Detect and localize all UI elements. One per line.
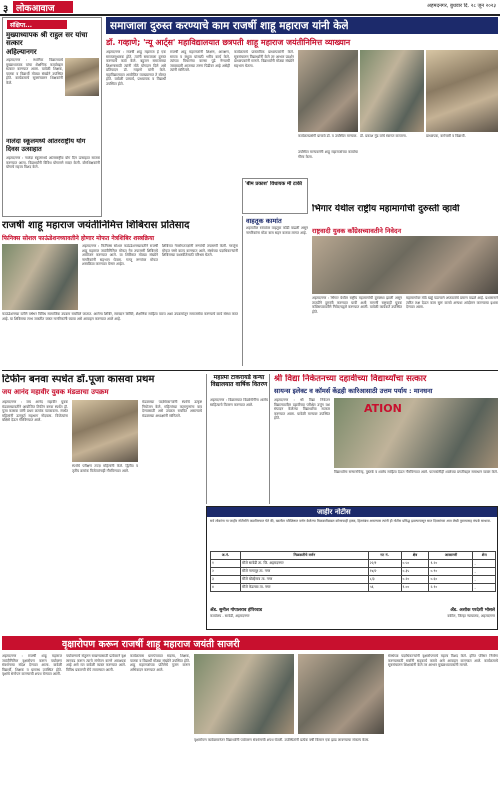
tiffin-body: अहमदनगर : जय आनंद महावीर युवक मंडळाच्यावतीने आयोजित टिफीन बनवा स्पर्धेत डॉ. पूजा कासवा यांनी प्रथम क्रमांक पटकावला. स्पर्धेत महिलांनी उत्स्फूर्त सहभाग नोंदवला. विजेत्यांना बक्षिसे देऊन गौरविण्यात आले. <box>2 400 68 422</box>
table-header-cell: अ.नं. <box>211 552 241 560</box>
tree-body-col5: संस्थेच्या पदाधिकाऱ्यांनी वृक्षारोपणाचे महत्त्व विशद केले. हरित परिसर निर्माण करण्यासाठी सर्वांनी सहकार्य करावे असे आवाहन करण्यात आले. कार्यक्रमाचे सूत्रसंचालन शिक्षकांनी केले तर आभार मुख्याध्यापकांनी मानले. <box>388 654 498 667</box>
masthead-rule <box>0 14 500 16</box>
table-cell: - <box>473 576 496 584</box>
bhingar-body-col2: महामार्गावर मोठे खड्डे पडल्याने अपघातांचे प्रमाण वाढले आहे. प्रशासनाने त्वरित लक्ष देऊन काम सुरू करावे अन्यथा आंदोलन करण्याचा इशारा देण्यात आला. <box>406 296 498 309</box>
tekdi-box <box>242 216 308 366</box>
tree-headline: वृक्षारोपण करून राजर्षी शाहू महाराज जयंती साजरी <box>62 639 240 650</box>
table-cell: ८/३ <box>368 576 401 584</box>
page-number: ३ <box>3 4 9 14</box>
public-notice <box>206 506 498 630</box>
table-header-cell: क्षेत्र <box>401 552 429 560</box>
camp-body-col2: शिबिरात नेत्ररोगतज्ज्ञांनी रुग्णांची तपासणी केली. गरजूंना मोफत चष्मे वाटप करण्यात आले. संस्थेच्या पदाधिकाऱ्यांनी शिबिराच्या यशस्वीतेसाठी परिश्रम घेतले. <box>162 244 238 257</box>
tarakpur-body: अहमदनगर : विद्यालयात विद्यार्थिनींना शालेय साहित्याचे वितरण करण्यात आले. <box>210 398 268 407</box>
bhingar-callout-title: 'बीम प्रकाश' विधायक मी टाकी <box>245 181 302 187</box>
lead-body-col2: राजर्षी शाहू महाराजांनी शिक्षण, आरक्षण, समता व बंधुता यांसाठी भरीव कार्य केले. त्यांच्या विचारांचा वारसा पुढे नेण्याची जबाबदारी आजच्या तरुण पिढीवर आहे असेही त्यांनी सांगितले. <box>170 50 230 72</box>
camp-body-col3: फाऊंडेशनच्या वतीने वर्षभर विविध सामाजिक उपक्रम राबविले जातात. आरोग्य शिबिरे, रक्तदान शिबिरे, शैक्षणिक साहित्य वाटप अशा उपक्रमांतून समाजसेवा करण्याचे कार्य संस्था करत आहे. या शिबिराचा लाभ जास्तीत जास्त नागरिकांनी घ्यावा असे आवाहन करण्यात आले आहे. <box>2 312 238 321</box>
camp-subhead: फिनिक्स सोशल फाऊंडेशनच्यावतीने होणार मोफत नेत्रशिबिर शस्त्रक्रिया <box>2 235 155 242</box>
lead-photo-2 <box>360 50 424 132</box>
vidya-body-col2: विद्यार्थ्यांना सन्मानचिन्ह, पुस्तके व शालेय साहित्य देऊन गौरविण्यात आले. पालकांनीही शाळेच्या प्रगतीबद्दल समाधान व्यक्त केले. <box>334 470 498 474</box>
lead-photo-1 <box>298 50 358 132</box>
lead-body-col3: कार्यक्रमाचे प्रास्ताविक प्राध्यापकांनी केले. सूत्रसंचालन विद्यार्थ्यांनी केले तर आभार प्रदर्शन प्राध्यापकांनी मानले. विद्यार्थ्यांनी मोठ्या संख्येने सहभाग घेतला. <box>234 50 294 68</box>
sidebar-portrait <box>65 58 99 96</box>
table-cell: - <box>473 584 496 592</box>
vidya-subhead: सायन्स इलेक्ट व कॉमर्स केंद्रही कारिआसाठी उत्तम पर्याय : मानधना <box>274 387 433 395</box>
lead-body-col4: उपस्थित मान्यवरांनी शाहू महाराजांच्या कार्याचा गौरव केला. <box>298 150 358 159</box>
notice-title: जाहीर नोटीस <box>317 508 351 516</box>
table-cell: ५६ <box>368 584 401 592</box>
table-cell: ३ <box>211 576 241 584</box>
sidebar-story2-title: नालंदा स्कूलमध्ये आंतरराष्ट्रीय योग दिवस उत्साहात <box>6 138 86 153</box>
table-cell: २ <box>211 568 241 576</box>
notice-footer-right-sub: वकील, जिल्हा न्यायालय, अहमदनगर <box>447 614 495 618</box>
tekdi-body: शहरातील रस्त्यांवर वाहतूक कोंडी वाढली असून नागरिकांना मोठा त्रास सहन करावा लागत आहे. <box>246 226 308 235</box>
table-cell: मौजे केडगाव ता. नगर <box>241 584 369 592</box>
notice-table <box>210 551 496 592</box>
bhingar-headline: भिंगार येथील राष्ट्रीय महामार्गाची दुरुस्ती व्हावी <box>312 204 460 214</box>
table-cell: ०.३५ <box>401 568 429 576</box>
lead-photo-caption-2: डॉ. प्रकाश गुंड यांचे स्वागत करताना. <box>360 134 407 138</box>
bhingar-callout <box>242 178 308 214</box>
camp-body: अहमदनगर : फिनिक्स सोशल फाऊंडेशनच्यावतीने राजर्षी शाहू महाराज जयंतीनिमित्त मोफत नेत्र तपासणी शिबिराचे आयोजन करण्यात आले. या शिबिरात मोठ्या संख्येने नागरिकांनी सहभाग घेतला. गरजू रुग्णांवर मोफत शस्त्रक्रिया करण्यात येणार आहेत. <box>82 244 158 266</box>
table-cell: १.२० <box>429 560 473 568</box>
tree-body-col3: कार्यक्रमास ग्रामपंचायत सदस्य, शिक्षक, पालक व विद्यार्थी मोठ्या संख्येने उपस्थित होते. शाहू महाराजांच्या प्रतिमेचे पूजन करून अभिवादन करण्यात आले. <box>130 654 190 672</box>
vidya-body: अहमदनगर : श्री विद्या निकेतन विद्यालयातील दहावीच्या परीक्षेत उत्तुंग यश संपादन केलेल्या विद्यार्थ्यांचा सत्कार करण्यात आला. यावेळी मान्यवर उपस्थित होते. <box>274 398 330 420</box>
tiffin-body-col3: मंडळाच्या पदाधिकाऱ्यांनी स्पर्धेचे उत्कृष्ट नियोजन केले. महिलांच्या कलागुणांना वाव देण्यासाठी असे उपक्रम राबवित असल्याचे मंडळाच्या अध्यक्षांनी सांगितले. <box>142 400 202 418</box>
notice-footer-left-sub: कार्यालय - सावेडी, अहमदनगर <box>210 614 250 618</box>
tiffin-subhead: जय आनंद महावीर युवक मंडळाचा उपक्रम <box>2 388 109 396</box>
vidya-headline: श्री विद्या निकेतनच्या दहावीच्या विद्यार्थ्यांचा सत्कार <box>274 374 427 384</box>
table-cell: - <box>473 568 496 576</box>
table-cell: ४ <box>211 584 241 592</box>
tiffin-body-col2: स्पर्धेचे परीक्षण तज्ज्ञ महिलांनी केले. द्वितीय व तृतीय क्रमांक विजेत्यांनाही गौरविण्यात आले. <box>72 464 138 473</box>
table-cell: मौजे सावेडी ता. जि. अहमदनगर <box>241 560 369 568</box>
tree-photo-2 <box>298 654 384 734</box>
sidebar-story2-body: अहमदनगर : नालंदा स्कूलमध्ये आंतरराष्ट्रीय योग दिन उत्साहात साजरा करण्यात आला. विद्यार्थ्यांनी विविध योगासने सादर केली. योगशिक्षकांनी योगाचे महत्त्व विशद केले. <box>6 156 100 169</box>
notice-footer-left: ॲड. सुनील गोपालराव हंपिरवाड <box>210 608 263 613</box>
table-cell: २२/१ <box>368 560 401 568</box>
tree-body: अहमदनगर : राजर्षी शाहू महाराज जयंतीनिमित्त वृक्षारोपण करून पर्यावरण संवर्धनाचा संदेश देण्यात आला. यावेळी विद्यार्थी, शिक्षक व ग्रामस्थ उपस्थित होते. वृक्षांचे संगोपन करण्याची शपथ घेण्यात आली. <box>2 654 62 676</box>
table-cell: मौजे नागापूर ता. नगर <box>241 568 369 576</box>
table-cell: १.०० <box>401 584 429 592</box>
dateline: अहमदनगर, बुधवार दि. २८ जून २०२३ <box>427 3 496 9</box>
lead-headline: समाजाला दुरुस्त करण्याचे काम राजर्षी शाहू महाराज यांनी केले <box>110 20 349 32</box>
tarakpur-headline: महात्मा टाकरायडे कन्या विद्यालयात वार्षिक वितरण <box>210 374 268 388</box>
table-header-cell: गट नं. <box>368 552 401 560</box>
tekdi-title: वाहतूक कामांत <box>246 217 282 225</box>
table-cell: १४/२ <box>368 568 401 576</box>
table-cell: - <box>473 560 496 568</box>
lead-photo-3 <box>426 50 498 132</box>
table-row <box>211 560 496 568</box>
camp-photo <box>2 244 78 310</box>
table-cell: १ <box>211 560 241 568</box>
section-rule-1 <box>2 370 498 371</box>
notice-table-header <box>211 552 496 560</box>
sidebar-story1-body: अहमदनगर : स्थानिक विद्यालयाचे मुख्याध्यापक यांचा शैक्षणिक कार्याबद्दल सत्कार करण्यात आला. यावेळी शिक्षक, पालक व विद्यार्थी मोठ्या संख्येने उपस्थित होते. कार्यक्रमाचे सूत्रसंचालन शिक्षकांनी केले. <box>6 58 63 85</box>
table-row <box>211 576 496 584</box>
table-row <box>211 584 496 592</box>
lead-headline-bar <box>106 17 498 34</box>
masthead <box>0 0 500 14</box>
vidya-photo <box>334 398 498 468</box>
sidebar-story1-title: मुख्याध्यापक श्री राहुल सर यांचा सत्कार <box>6 31 88 47</box>
logo: लोकआवाज <box>13 1 73 13</box>
vidya-photo-banner: ATION <box>364 402 402 415</box>
table-cell: ०.५० <box>401 560 429 568</box>
sidebar-story1-sub: अहिल्यानगर <box>6 48 37 56</box>
bhingar-photo <box>312 236 498 294</box>
lead-photo-caption-1: कार्यक्रमप्रसंगी प्राचार्य डॉ. व उपस्थित मान्यवर. <box>298 134 358 138</box>
table-cell: ०.२० <box>401 576 429 584</box>
table-cell: ०.९० <box>429 568 473 576</box>
lead-body: अहमदनगर : राजर्षी शाहू महाराज हे एक समाजसुधारक होते. त्यांनी समाजाला दुरुस्त करण्याचे कार्य केले. बहुजन समाजाच्या शिक्षणासाठी त्यांनी मोठे योगदान दिले असे प्रतिपादन डॉ. गव्हाणे यांनी केले. महाविद्यालयात आयोजित व्याख्यानात ते बोलत होते. यावेळी प्राचार्य, प्राध्यापक व विद्यार्थी उपस्थित होते. <box>106 50 166 86</box>
notice-body: सर्व लोकांना या जाहीर नोटीसीने कळविण्यात येते की, खालील परिशिष्टात वर्णन केलेल्या मिळकतीबाबत कोणाचाही हक्क, हितसंबंध असल्यास त्यांनी ही नोटीस प्रसिद्ध झाल्यापासून सात दिवसांच्या आत लेखी पुराव्यासह संपर्क साधावा. <box>210 519 491 523</box>
tree-body-col2: पर्यावरणाचे संतुलन राखण्यासाठी प्रत्येकाने वृक्ष लागवड करून त्याचे संगोपन करणे आवश्यक आहे असे मत यावेळी व्यक्त करण्यात आले. विविध प्रकारची रोपे लावण्यात आली. <box>66 654 126 672</box>
sidebar-tag: संक्षिप्त... <box>7 20 67 29</box>
table-cell: ०.६० <box>429 576 473 584</box>
table-row <box>211 568 496 576</box>
sidebar-briefs <box>2 17 102 217</box>
bhingar-body: अहमदनगर : भिंगार येथील राष्ट्रीय महामार्गाची दुरवस्था झाली असून तातडीने दुरुस्ती करण्यात यावी अशी मागणी राष्ट्रवादी युवक काँग्रेसच्यावतीने निवेदनाद्वारे करण्यात आली. यावेळी कार्यकर्ते उपस्थित होते. <box>312 296 402 314</box>
tiffin-photo <box>72 400 138 462</box>
bhingar-subhead: राष्ट्रवादी युवक काँग्रेसच्यावतीने निवेदन <box>312 227 402 235</box>
table-cell: मौजे बोल्हेगाव ता. नगर <box>241 576 369 584</box>
tarakpur-box <box>206 374 270 504</box>
tree-body-col4: वृक्षारोपण कार्यक्रमानंतर विद्यार्थ्यांनी पर्यावरण संवर्धनाची शपथ घेतली. उपस्थितांनी प्रत्येक वर्षी किमान एक झाड लावण्याचा संकल्प केला. <box>194 738 370 742</box>
table-header-cell: शेरा <box>473 552 496 560</box>
table-cell: २.१० <box>429 584 473 592</box>
notice-footer-right: ॲड. अशोक परदेशी भोसले <box>450 608 495 613</box>
lead-subhead: डॉ. गव्हाणे; 'न्यू आर्ट्स' महाविद्यालयात छत्रपती शाहू महाराज जयंतीनिमित्त व्याख्यान <box>106 38 351 47</box>
lead-photo-caption-3: प्राध्यापक, कर्मचारी व विद्यार्थी. <box>426 134 466 138</box>
table-header-cell: मिळकतीचे वर्णन <box>241 552 369 560</box>
notice-title-bar <box>207 507 498 517</box>
table-header-cell: आकारणी <box>429 552 473 560</box>
tiffin-headline: टिफीन बनवा स्पर्धेत डॉ.पूजा कासवा प्रथम <box>2 374 155 385</box>
camp-headline: राजर्षी शाहू महाराज जयंतीनिमित्त शिबिरास प्रतिसाद <box>2 220 190 231</box>
tree-photo-1 <box>194 654 294 734</box>
tree-headline-bar <box>2 636 498 650</box>
